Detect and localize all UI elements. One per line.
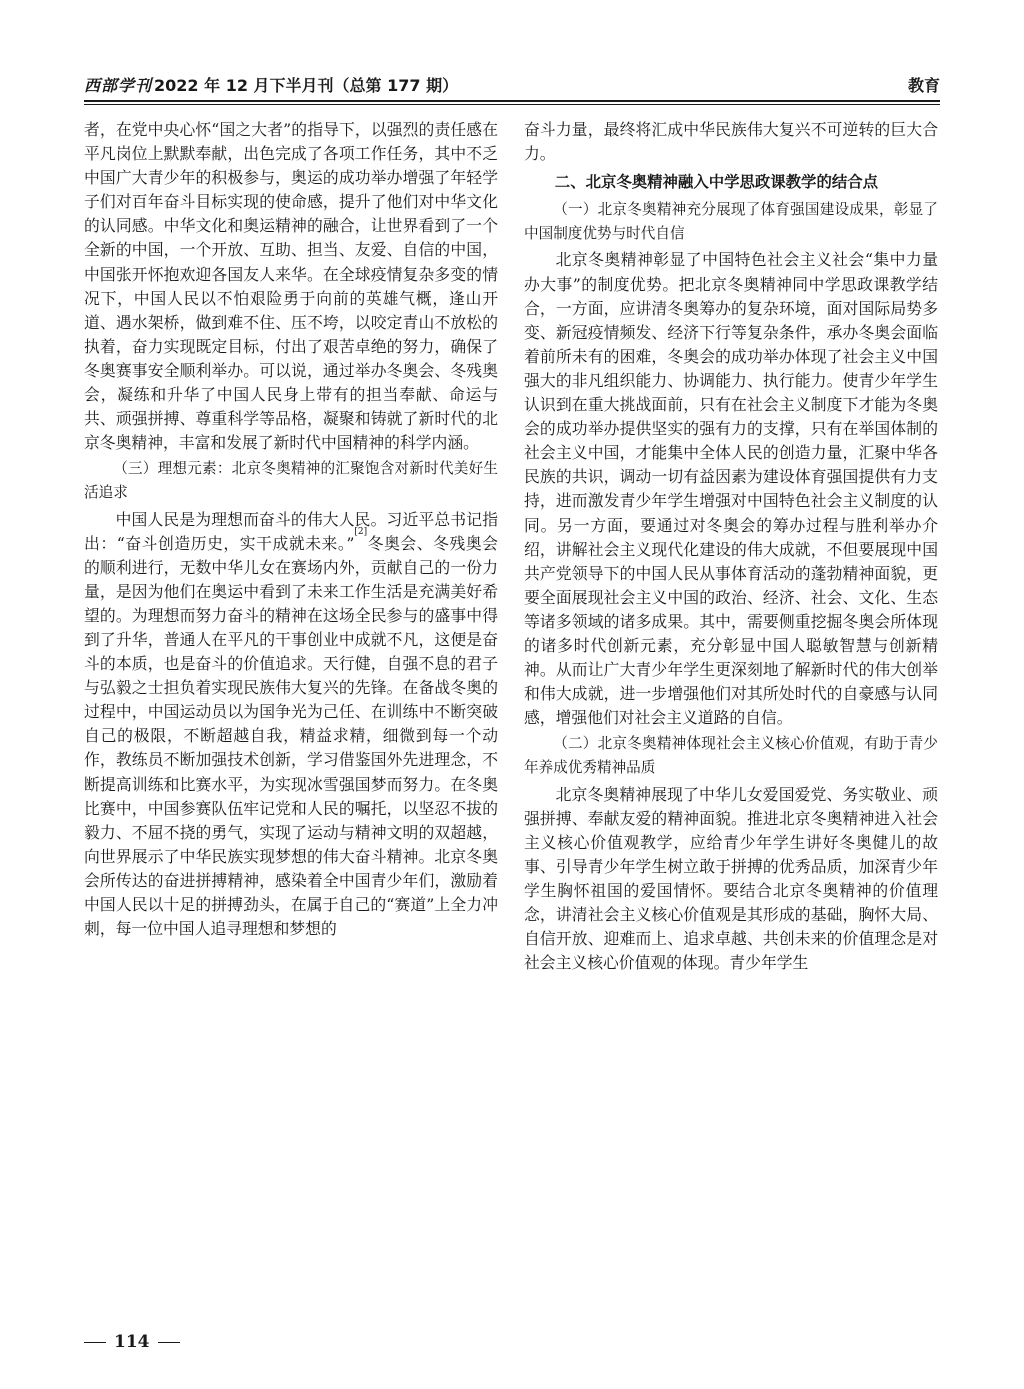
header-rule-thin [84, 104, 940, 105]
journal-logo: 西部学刊 [84, 76, 153, 95]
paragraph-ideal [84, 508, 498, 942]
page-footer [84, 1332, 180, 1352]
running-header [84, 70, 940, 96]
left-column [84, 118, 498, 1318]
paragraph-ideal-part1: 中国人民是为理想而奋斗的伟大人民。习近平总书记指出：“奋斗创造历史，实干成就未来。” [84, 509, 498, 553]
subheading-ideal-element: （三）理想元素：北京冬奥精神的汇聚饱含对新时代美好生活追求 [84, 460, 498, 502]
footer-dash-right [158, 1342, 180, 1343]
right-column [524, 118, 938, 1318]
footer-dash-left [84, 1342, 106, 1343]
paragraph-continued-right: 奋斗力量，最终将汇成中华民族伟大复兴不可逆转的巨大合力。 [524, 120, 938, 164]
subheading-2: （二）北京冬奥精神体现社会主义核心价值观，有助于青少年养成优秀精神品质 [524, 735, 938, 777]
page-number: 114 [114, 1332, 150, 1352]
paragraph-core-values: 北京冬奥精神展现了中华儿女爱国爱党、务实敬业、顽强拼搏、奉献友爱的精神面貌。推进北京冬奥精神进入社会主义核心价值观教学，应给青少年学生讲好冬奥健儿的故事、引导青少年学生树立敢于拼搏的优秀品质，加深青少年学生胸怀祖国的爱国情怀。要结合北京冬奥精神的价值理念，讲清社会主义核心价值观是其形成的基础，胸怀大局、自信开放、迎难而上、追求卓越、共创未来的价值理念是对社会主义核心价值观的体现。青少年学生 [524, 784, 938, 973]
paragraph-continued: 者，在党中央心怀“国之大者”的指导下，以强烈的责任感在平凡岗位上默默奉献，出色完成了各项工作任务，其中不乏中国广大青少年的积极参与，奥运的成功举办增强了年轻学子们对百年奋斗目标实现的使命感，提升了他们对中华文化的认同感。中华文化和奥运精神的融合，让世界看到了一个全新的中国，一个开放、互助、担当、友爱、自信的中国，中国张开怀抱欢迎各国友人来华。在全球疫情复杂多变的情况下，中国人民以不怕艰险勇于向前的英雄气概，逢山开道、遇水架桥，做到难不住、压不垮，以咬定青山不放松的执着，奋力实现既定目标，付出了艰苦卓绝的努力，确保了冬奥赛事安全顺利举办。可以说，通过举办冬奥会、冬残奥会，凝练和升华了中国人民身上带有的担当奉献、命运与共、顽强拼搏、尊重科学等品格，凝聚和铸就了新时代的北京冬奥精神，丰富和发展了新时代中国精神的科学内涵。 [84, 120, 498, 453]
subheading-1: （一）北京冬奥精神充分展现了体育强国建设成果，彰显了中国制度优势与时代自信 [524, 201, 938, 243]
issue-info: 2022 年 12 月下半月刊（总第 177 期） [154, 76, 459, 95]
header-rule-thick [84, 100, 940, 102]
paragraph-ideal-part2: 冬奥会、冬残奥会的顺利进行，无数中华儿女在赛场内外，贡献自己的一份力量，是因为他们在奥运中看到了未来工作生活是充满美好希望的。为理想而努力奋斗的精神在这场全民参与的盛事中得到了升华，普通人在平凡的干事创业中成就不凡，这便是奋斗的本质，也是奋斗的价值追求。天行健，自强不息的君子与弘毅之士担负着实现民族伟大复兴的先锋。在备战冬奥的过程中，中国运动员以为国争光为己任、在训练中不断突破自己的极限，不断超越自我，精益求精，细微到每一个动作，教练员不断加强技术创新，学习借鉴国外先进理念，不断提高训练和比赛水平，为实现冰雪强国梦而努力。在冬奥比赛中，中国参赛队伍牢记党和人民的嘱托，以坚忍不拔的毅力、不屈不挠的勇气，实现了运动与精神文明的双超越，向世界展示了中华民族实现梦想的伟大奋斗精神。北京冬奥会所传达的奋进拼搏精神，感染着全中国青少年们，激励着中国人民以十足的拼搏劲头，在属于自己的“赛道”上全力冲刺，每一位中国人追寻理想和梦想的 [84, 533, 498, 939]
citation-ref: [2] [354, 526, 368, 537]
section-label: 教育 [907, 76, 940, 95]
section-heading-2: 二、北京冬奥精神融入中学思政课教学的结合点 [554, 173, 879, 192]
paragraph-system-advantage: 北京冬奥精神彰显了中国特色社会主义社会“集中力量办大事”的制度优势。把北京冬奥精神同中学思政课教学结合，一方面，应讲清冬奥筹办的复杂环境，面对国际局势多变、新冠疫情频发、经济下行等复杂条件，承办冬奥会面临着前所未有的困难，冬奥会的成功举办体现了社会主义中国强大的非凡组织能力、协调能力、执行能力。使青少年学生认识到在重大挑战面前，只有在社会主义制度下才能为冬奥会的成功举办提供坚实的强有力的支撑，只有在举国体制的社会主义中国，才能集中全体人民的创造力量，汇聚中华各民族的共识，调动一切有益因素为建设体育强国提供有力支持，进而激发青少年学生增强对中国特色社会主义制度的认同。另一方面，要通过对冬奥会的筹办过程与胜利举办介绍，讲解社会主义现代化建设的伟大成就，不但要展现中国共产党领导下的中国人民从事体育活动的蓬勃精神面貌，更要全面展现社会主义中国的政治、经济、社会、文化、生态等诸多领域的诸多成果。其中，需要侧重挖掘冬奥会所体现的诸多时代创新元素，充分彰显中国人聪敏智慧与创新精神。从而让广大青少年学生更深刻地了解新时代的伟大创举和伟大成就，进一步增强他们对其所处时代的自豪感与认同感，增强他们对社会主义道路的自信。 [524, 250, 938, 728]
journal-issue-line [84, 73, 458, 96]
